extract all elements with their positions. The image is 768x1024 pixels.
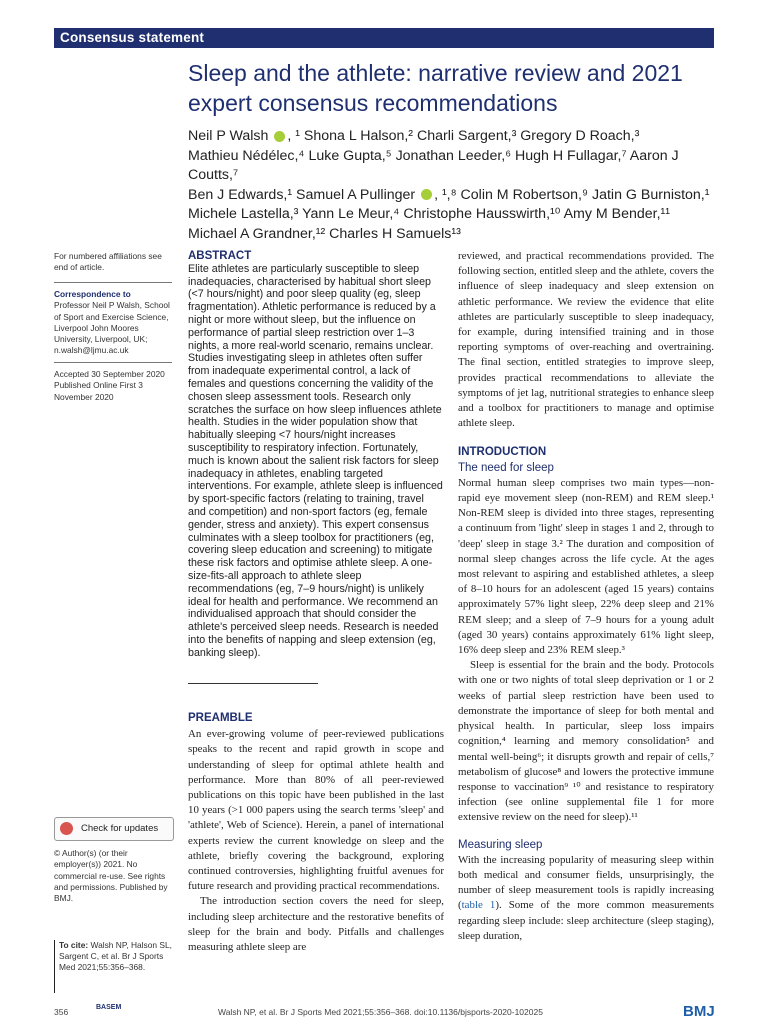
authors-line-4: Michele Lastella,³ Yann Le Meur,⁴ Christophe Hausswirth,¹⁰ Amy M Bender,¹¹ [188,206,671,222]
right-paragraph-2: Sleep is essential for the brain and the body. Protocols with one or two nights of total sleep deprivation or 1 or 2 weeks of partial sleep restriction have been used to demonstrate the importance of sleep for both mental and physical health. In particular, sleep loss impairs cognition,⁴ learning and memory consolidation⁵ and mental well-being⁶; it disrupts growth and repair of cells,⁷ metabolism of glucose⁸ and lowers the protective immune response to vaccination⁹ ¹⁰ and resistance to respiratory infection (see online supplemental file 1 for more extensive review on the need for sleep).¹¹ [458,659,714,824]
abstract-heading: ABSTRACT [188,250,252,262]
authors-line-5: Michael A Grandner,¹² Charles H Samuels¹³ [188,225,461,242]
affiliation-note: For numbered affiliations see end of article. [54,251,162,273]
orcid-icon[interactable] [274,131,285,142]
title-line-1: Sleep and the athlete: narrative review and 2021 [188,60,683,86]
authors-line-3a: Ben J Edwards,¹ Samuel A Pullinger [188,186,420,203]
right-column [458,249,714,944]
copyright: © Author(s) (or their employer(s)) 2021. No commercial re-use. See rights and permissions. Published by BMJ. [54,848,168,904]
preamble-paragraph-1: An ever-growing volume of peer-reviewed publications speaks to the recent and rapid growth in scope and understanding of sleep for optimal athlete health and performance. More than 80% of all peer-reviewed publications on this topic have been published in the last 10 years (>1 000 papers using the search terms 'sleep' and 'athlete', Web of Science). Herein, a panel of international experts review the current knowledge on sleep and the athlete, briefly covering the background, exploring continued controversies, highlighting fruitful avenues for future research and providing practical recommendations. [188,728,444,893]
check-for-updates-label: Check for updates [81,823,159,834]
abstract-divider [188,683,318,684]
preamble-paragraph-2: The introduction section covers the need for sleep, including sleep architecture and the restorative benefits of sleep for the brain and body. Pitfalls and challenges measuring athlete sleep are [188,895,444,954]
orcid-icon[interactable] [421,189,432,200]
preamble-section [188,711,444,955]
cite-label: To cite: [59,940,89,950]
bmj-logo: BMJ [683,1003,715,1020]
footer-citation: Walsh NP, et al. Br J Sports Med 2021;55:356–368. doi:10.1136/bjsports-2020-102025 [218,1007,543,1017]
table-1-link[interactable]: table 1 [461,899,496,912]
publication-dates: Accepted 30 September 2020 Published Online First 3 November 2020 [54,369,165,402]
basem-logo: BASEM [96,1004,122,1011]
abstract-body: Elite athletes are particularly susceptible to sleep inadequacies, characterised by habitual short sleep (<7 hours/night) and poor sleep quality (eg, sleep fragmentation). Athletic performance is reduced by a night or more without sleep, but the influence on performance of partial sleep restriction over 1–3 nights, a more real-world scenario, remains unclear. Studies investigating sleep in athletes often suffer from inadequate experimental control, a lack of females and questions concerning the validity of the chosen sleep assessment tools. Research only scratches the surface on how sleep influences athlete health. Studies in the wider population show that habitually sleeping <7 hours/night increases susceptibility to respiratory infection. Fortunately, much is known about the salient risk factors for sleep inadequacy in athletes, enabling targeted interventions. For example, athlete sleep is influenced by sport-specific factors (relating to training, travel and competition) and non-sport factors (eg, female gender, stress and anxiety). This expert consensus culminates with a sleep toolbox for practitioners (eg, covering sleep education and screening) to mitigate these risk factors and optimise athlete sleep. A one-size-fits-all approach to athlete sleep recommendations (eg, 7–9 hours/night) is unlikely ideal for health and performance. We recommend an individualised approach that should consider the athlete's perceived sleep needs. Research is needed into the benefits of napping and sleep extension (eg, banking sleep). [188,262,443,659]
crossmark-icon [60,822,73,835]
correspondence-body: Professor Neil P Walsh, School of Sport and Exercise Science, Liverpool John Moores University, Liverpool, UK; n.walsh@ljmu.ac.uk [54,300,170,356]
page-number: 356 [54,1007,69,1017]
article-title [188,58,748,118]
banner-label: Consensus statement [60,30,205,45]
authors-line-1a: Neil P Walsh [188,128,273,144]
right-paragraph-0: reviewed, and practical recommendations provided. The following section, entitled sleep and the athlete, covers the influence of sleep inadequacy and sleep extension on athletic performance. We review the evidence that elite athletes are particularly susceptible to sleep inadequacy, for example, during intensified training and in those reporting symptoms of over-reaching and overtraining. The final section, entitled strategies to improve sleep, provides practical recommendations to alleviate the symptoms of jet lag, nutritional strategies to enhance sleep and a toolbox for practitioners to manage and optimise athlete sleep. [458,250,714,430]
need-for-sleep-heading: The need for sleep [458,461,554,474]
measuring-sleep-heading: Measuring sleep [458,838,543,851]
title-line-2: expert consensus recommendations [188,90,558,116]
abstract [188,250,444,660]
right-paragraph-3 [458,853,714,944]
introduction-heading: INTRODUCTION [458,446,547,459]
p3-text-b: ). Some of the more common measurements regarding sleep include: sleep architecture (sleep staging), sleep duration, [458,899,714,942]
section-banner [54,28,714,48]
author-list [188,127,728,244]
sidebar-divider [54,282,172,283]
authors-line-2: Mathieu Nédélec,⁴ Luke Gupta,⁵ Jonathan Leeder,⁶ Hugh H Fullagar,⁷ Aaron J Coutts,⁷ [188,147,679,183]
right-paragraph-1: Normal human sleep comprises two main types—non-rapid eye movement sleep (non-REM) and REM sleep.¹ Non-REM sleep is divided into three stages, representing a continuum from 'light' sleep in stages 1 and 2, through to 'deep' sleep in stage 3.² The duration and composition of normal sleep changes across the life cycle. At the ages most relevant to aspiring and established athletes, a sleep of 8–10 hours for an adolescent (aged 15 years) contains approximately 57% light sleep, 22% deep sleep and 21% REM sleep; and a sleep of 7–9 hours for a young adult (aged 30 years) contains approximately 61% light sleep, 16% deep sleep and 23% REM sleep.³ [458,476,714,657]
correspondence-heading: Correspondence to [54,289,131,299]
correspondence [54,289,174,357]
sidebar-divider [54,362,172,363]
check-for-updates-button[interactable] [54,817,174,841]
cite-body: Walsh NP, Halson SL, Sargent C, et al. Br J Sports Med 2021;55:356–368. [59,940,172,972]
p3-text-a: With the increasing popularity of measuring sleep within both medical and consumer fields, unsurprisingly, the number of sleep measurement tools is rapidly increasing ( [458,853,714,912]
preamble-heading: PREAMBLE [188,712,253,724]
authors-line-3b: , ¹,⁸ Colin M Robertson,⁹ Jatin G Burniston,¹ [434,186,710,203]
authors-line-1b: , ¹ Shona L Halson,² Charli Sargent,³ Gregory D Roach,³ [287,128,640,144]
citation-box [54,940,177,993]
